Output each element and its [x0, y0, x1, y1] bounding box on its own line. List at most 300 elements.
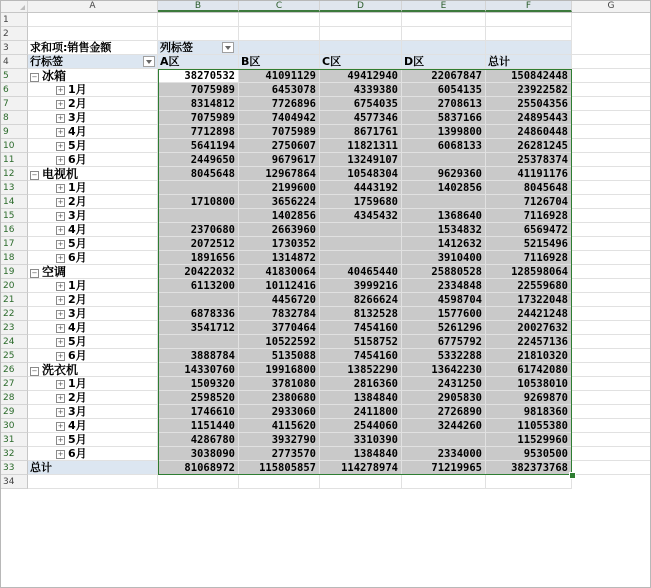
row-number[interactable]: 27	[0, 377, 28, 391]
pivot-value-cell[interactable]: 2726890	[402, 405, 486, 419]
empty-cell[interactable]	[572, 279, 651, 293]
pivot-value-cell[interactable]	[320, 251, 402, 265]
pivot-value-cell[interactable]: 19916800	[239, 363, 320, 377]
pivot-month-label[interactable]	[28, 279, 158, 293]
expand-toggle-icon[interactable]: +	[57, 225, 64, 234]
pivot-value-cell[interactable]: 41191176	[486, 167, 572, 181]
grand-total-cell[interactable]: 71219965	[402, 461, 486, 475]
pivot-group-label[interactable]	[28, 363, 158, 377]
pivot-value-cell[interactable]: 1534832	[402, 223, 486, 237]
pivot-value-cell[interactable]: 1577600	[402, 307, 486, 321]
pivot-value-cell[interactable]: 3781080	[239, 377, 320, 391]
pivot-value-cell[interactable]: 1399800	[402, 125, 486, 139]
pivot-value-cell[interactable]: 7712898	[158, 125, 239, 139]
pivot-value-cell[interactable]: 20027632	[486, 321, 572, 335]
pivot-value-cell[interactable]: 38270532	[158, 69, 239, 83]
pivot-value-cell[interactable]: 13642230	[402, 363, 486, 377]
pivot-value-cell[interactable]: 7726896	[239, 97, 320, 111]
pivot-value-cell[interactable]: 22559680	[486, 279, 572, 293]
column-header-d[interactable]: D	[320, 0, 402, 12]
row-number[interactable]: 26	[0, 363, 28, 377]
pivot-value-cell[interactable]: 7454160	[320, 349, 402, 363]
pivot-value-cell[interactable]: 4339380	[320, 83, 402, 97]
empty-cell[interactable]	[572, 419, 651, 433]
row-number[interactable]: 7	[0, 97, 28, 111]
pivot-value-cell[interactable]: 2199600	[239, 181, 320, 195]
pivot-value-cell[interactable]: 6878336	[158, 307, 239, 321]
pivot-value-cell[interactable]: 2449650	[158, 153, 239, 167]
pivot-value-cell[interactable]: 2334848	[402, 279, 486, 293]
pivot-month-label[interactable]	[28, 293, 158, 307]
pivot-row-label[interactable]	[28, 55, 158, 69]
empty-cell[interactable]	[28, 27, 158, 41]
row-number[interactable]: 17	[0, 237, 28, 251]
pivot-month-label[interactable]	[28, 405, 158, 419]
empty-cell[interactable]	[572, 307, 651, 321]
expand-toggle-icon[interactable]: +	[57, 85, 64, 94]
pivot-value-cell[interactable]: 26281245	[486, 139, 572, 153]
pivot-value-cell[interactable]: 6569472	[486, 223, 572, 237]
pivot-value-cell[interactable]: 2370680	[158, 223, 239, 237]
pivot-month-label[interactable]	[28, 391, 158, 405]
pivot-month-label[interactable]	[28, 447, 158, 461]
pivot-col-header[interactable]: D区	[402, 55, 486, 69]
pivot-value-cell[interactable]: 8671761	[320, 125, 402, 139]
empty-cell[interactable]	[572, 139, 651, 153]
pivot-value-cell[interactable]: 1412632	[402, 237, 486, 251]
empty-cell[interactable]	[572, 335, 651, 349]
pivot-value-cell[interactable]: 13249107	[320, 153, 402, 167]
pivot-value-cell[interactable]: 9530500	[486, 447, 572, 461]
pivot-value-cell[interactable]: 6068133	[402, 139, 486, 153]
pivot-value-cell[interactable]: 1710800	[158, 195, 239, 209]
row-number[interactable]: 25	[0, 349, 28, 363]
row-number[interactable]: 20	[0, 279, 28, 293]
pivot-month-label[interactable]	[28, 419, 158, 433]
pivot-value-cell[interactable]: 1891656	[158, 251, 239, 265]
grand-total-cell[interactable]: 81068972	[158, 461, 239, 475]
grand-total-label[interactable]: 总计	[28, 461, 158, 475]
pivot-value-cell[interactable]: 1384840	[320, 391, 402, 405]
pivot-header-band[interactable]	[239, 41, 320, 55]
pivot-header-band[interactable]	[486, 41, 572, 55]
empty-cell[interactable]	[320, 13, 402, 27]
pivot-month-label[interactable]	[28, 237, 158, 251]
pivot-value-cell[interactable]: 7404942	[239, 111, 320, 125]
empty-cell[interactable]	[572, 125, 651, 139]
row-number[interactable]: 23	[0, 321, 28, 335]
pivot-value-cell[interactable]: 3656224	[239, 195, 320, 209]
pivot-value-cell[interactable]: 6054135	[402, 83, 486, 97]
pivot-value-cell[interactable]: 22457136	[486, 335, 572, 349]
empty-cell[interactable]	[572, 69, 651, 83]
pivot-column-label[interactable]	[158, 41, 239, 55]
pivot-month-label[interactable]	[28, 223, 158, 237]
row-number[interactable]: 16	[0, 223, 28, 237]
row-number[interactable]: 14	[0, 195, 28, 209]
pivot-value-cell[interactable]: 3310390	[320, 433, 402, 447]
pivot-value-cell[interactable]: 7075989	[158, 111, 239, 125]
pivot-value-cell[interactable]: 6113200	[158, 279, 239, 293]
column-header-e[interactable]: E	[402, 0, 486, 12]
pivot-value-cell[interactable]: 40465440	[320, 265, 402, 279]
empty-cell[interactable]	[320, 475, 402, 489]
row-number[interactable]: 10	[0, 139, 28, 153]
empty-cell[interactable]	[572, 55, 651, 69]
pivot-value-cell[interactable]: 4598704	[402, 293, 486, 307]
pivot-month-label[interactable]	[28, 321, 158, 335]
pivot-value-cell[interactable]: 21810320	[486, 349, 572, 363]
pivot-value-cell[interactable]	[158, 209, 239, 223]
empty-cell[interactable]	[572, 195, 651, 209]
pivot-value-cell[interactable]: 1402856	[239, 209, 320, 223]
expand-toggle-icon[interactable]: +	[57, 421, 64, 430]
pivot-value-cell[interactable]: 10548304	[320, 167, 402, 181]
expand-toggle-icon[interactable]: +	[57, 211, 64, 220]
pivot-value-cell[interactable]: 25378374	[486, 153, 572, 167]
row-number[interactable]: 11	[0, 153, 28, 167]
expand-toggle-icon[interactable]: +	[57, 99, 64, 108]
column-header-g[interactable]: G	[572, 0, 651, 12]
pivot-value-cell[interactable]: 23922582	[486, 83, 572, 97]
expand-toggle-icon[interactable]: +	[57, 239, 64, 248]
row-number[interactable]: 24	[0, 335, 28, 349]
expand-toggle-icon[interactable]: +	[57, 379, 64, 388]
grand-total-cell[interactable]: 115805857	[239, 461, 320, 475]
row-number[interactable]: 8	[0, 111, 28, 125]
pivot-value-cell[interactable]: 4286780	[158, 433, 239, 447]
row-number[interactable]: 18	[0, 251, 28, 265]
row-number[interactable]: 32	[0, 447, 28, 461]
pivot-month-label[interactable]	[28, 251, 158, 265]
pivot-value-cell[interactable]: 8266624	[320, 293, 402, 307]
pivot-value-cell[interactable]: 1730352	[239, 237, 320, 251]
expand-toggle-icon[interactable]: +	[57, 281, 64, 290]
pivot-value-cell[interactable]: 8045648	[158, 167, 239, 181]
pivot-value-cell[interactable]: 41830064	[239, 265, 320, 279]
row-number[interactable]: 19	[0, 265, 28, 279]
empty-cell[interactable]	[572, 293, 651, 307]
empty-cell[interactable]	[572, 447, 651, 461]
pivot-value-cell[interactable]: 3770464	[239, 321, 320, 335]
pivot-value-cell[interactable]: 4115620	[239, 419, 320, 433]
pivot-month-label[interactable]	[28, 209, 158, 223]
pivot-value-cell[interactable]: 2933060	[239, 405, 320, 419]
pivot-value-cell[interactable]	[320, 237, 402, 251]
pivot-value-cell[interactable]: 3038090	[158, 447, 239, 461]
pivot-value-cell[interactable]: 8045648	[486, 181, 572, 195]
empty-cell[interactable]	[28, 475, 158, 489]
row-number[interactable]: 30	[0, 419, 28, 433]
empty-cell[interactable]	[572, 349, 651, 363]
pivot-value-cell[interactable]: 3999216	[320, 279, 402, 293]
pivot-value-cell[interactable]: 1759680	[320, 195, 402, 209]
pivot-value-cell[interactable]: 11055380	[486, 419, 572, 433]
expand-toggle-icon[interactable]: +	[57, 197, 64, 206]
pivot-value-cell[interactable]: 25880528	[402, 265, 486, 279]
pivot-value-cell[interactable]: 2905830	[402, 391, 486, 405]
collapse-toggle-icon[interactable]: −	[31, 72, 38, 81]
collapse-toggle-icon[interactable]: −	[31, 366, 38, 375]
empty-cell[interactable]	[572, 433, 651, 447]
pivot-header-band[interactable]	[402, 41, 486, 55]
pivot-value-cell[interactable]: 13852290	[320, 363, 402, 377]
pivot-value-cell[interactable]	[158, 335, 239, 349]
pivot-value-cell[interactable]: 1384840	[320, 447, 402, 461]
empty-cell[interactable]	[239, 13, 320, 27]
empty-cell[interactable]	[572, 321, 651, 335]
pivot-value-cell[interactable]: 7075989	[158, 83, 239, 97]
grand-total-cell[interactable]: 114278974	[320, 461, 402, 475]
collapse-toggle-icon[interactable]: −	[31, 268, 38, 277]
pivot-month-label[interactable]	[28, 83, 158, 97]
empty-cell[interactable]	[572, 391, 651, 405]
pivot-month-label[interactable]	[28, 97, 158, 111]
pivot-value-cell[interactable]: 5158752	[320, 335, 402, 349]
empty-cell[interactable]	[572, 363, 651, 377]
pivot-value-cell[interactable]: 61742080	[486, 363, 572, 377]
empty-cell[interactable]	[402, 27, 486, 41]
pivot-value-cell[interactable]: 14330760	[158, 363, 239, 377]
pivot-value-cell[interactable]	[320, 223, 402, 237]
pivot-value-cell[interactable]: 2072512	[158, 237, 239, 251]
expand-toggle-icon[interactable]: +	[57, 127, 64, 136]
row-number[interactable]: 21	[0, 293, 28, 307]
pivot-month-label[interactable]	[28, 139, 158, 153]
pivot-value-label[interactable]: 求和项:销售金额	[28, 41, 158, 55]
empty-cell[interactable]	[572, 265, 651, 279]
expand-toggle-icon[interactable]: +	[57, 253, 64, 262]
row-number[interactable]: 1	[0, 13, 28, 27]
pivot-value-cell[interactable]	[158, 293, 239, 307]
pivot-value-cell[interactable]: 2411800	[320, 405, 402, 419]
empty-cell[interactable]	[402, 475, 486, 489]
pivot-value-cell[interactable]: 4577346	[320, 111, 402, 125]
expand-toggle-icon[interactable]: +	[57, 295, 64, 304]
pivot-col-header[interactable]: 总计	[486, 55, 572, 69]
pivot-value-cell[interactable]: 20422032	[158, 265, 239, 279]
grand-total-cell[interactable]: 382373768	[486, 461, 572, 475]
empty-cell[interactable]	[572, 181, 651, 195]
empty-cell[interactable]	[572, 97, 651, 111]
pivot-month-label[interactable]	[28, 349, 158, 363]
pivot-value-cell[interactable]: 5837166	[402, 111, 486, 125]
pivot-value-cell[interactable]: 10522592	[239, 335, 320, 349]
pivot-value-cell[interactable]: 7116928	[486, 251, 572, 265]
pivot-value-cell[interactable]: 8314812	[158, 97, 239, 111]
pivot-header-band[interactable]	[320, 41, 402, 55]
expand-toggle-icon[interactable]: +	[57, 393, 64, 402]
pivot-value-cell[interactable]: 128598064	[486, 265, 572, 279]
pivot-value-cell[interactable]: 2708613	[402, 97, 486, 111]
row-number[interactable]: 9	[0, 125, 28, 139]
pivot-value-cell[interactable]: 2431250	[402, 377, 486, 391]
expand-toggle-icon[interactable]: +	[57, 183, 64, 192]
pivot-value-cell[interactable]: 3932790	[239, 433, 320, 447]
pivot-value-cell[interactable]: 2750607	[239, 139, 320, 153]
empty-cell[interactable]	[28, 13, 158, 27]
pivot-month-label[interactable]	[28, 111, 158, 125]
pivot-month-label[interactable]	[28, 181, 158, 195]
empty-cell[interactable]	[572, 83, 651, 97]
collapse-toggle-icon[interactable]: −	[31, 170, 38, 179]
pivot-value-cell[interactable]: 3888784	[158, 349, 239, 363]
pivot-month-label[interactable]	[28, 195, 158, 209]
row-number[interactable]: 15	[0, 209, 28, 223]
pivot-value-cell[interactable]: 5215496	[486, 237, 572, 251]
pivot-value-cell[interactable]: 1402856	[402, 181, 486, 195]
column-filter-dropdown-icon[interactable]	[222, 42, 234, 53]
expand-toggle-icon[interactable]: +	[57, 449, 64, 458]
pivot-value-cell[interactable]: 11529960	[486, 433, 572, 447]
empty-cell[interactable]	[572, 405, 651, 419]
expand-toggle-icon[interactable]: +	[57, 435, 64, 444]
pivot-value-cell[interactable]: 3910400	[402, 251, 486, 265]
empty-cell[interactable]	[572, 111, 651, 125]
pivot-value-cell[interactable]: 24421248	[486, 307, 572, 321]
pivot-value-cell[interactable]: 5641194	[158, 139, 239, 153]
pivot-value-cell[interactable]: 1509320	[158, 377, 239, 391]
pivot-group-label[interactable]	[28, 69, 158, 83]
pivot-value-cell[interactable]: 4443192	[320, 181, 402, 195]
empty-cell[interactable]	[158, 13, 239, 27]
empty-cell[interactable]	[158, 475, 239, 489]
column-header-c[interactable]: C	[239, 0, 320, 12]
row-number[interactable]: 33	[0, 461, 28, 475]
empty-cell[interactable]	[486, 475, 572, 489]
pivot-value-cell[interactable]: 41091129	[239, 69, 320, 83]
empty-cell[interactable]	[572, 251, 651, 265]
pivot-value-cell[interactable]: 3541712	[158, 321, 239, 335]
pivot-value-cell[interactable]: 1151440	[158, 419, 239, 433]
pivot-value-cell[interactable]: 2773570	[239, 447, 320, 461]
empty-cell[interactable]	[572, 377, 651, 391]
expand-toggle-icon[interactable]: +	[57, 113, 64, 122]
pivot-month-label[interactable]	[28, 377, 158, 391]
fill-handle[interactable]	[569, 472, 576, 479]
expand-toggle-icon[interactable]: +	[57, 337, 64, 346]
pivot-value-cell[interactable]: 2663960	[239, 223, 320, 237]
empty-cell[interactable]	[572, 153, 651, 167]
pivot-value-cell[interactable]: 3244260	[402, 419, 486, 433]
pivot-value-cell[interactable]: 7126704	[486, 195, 572, 209]
empty-cell[interactable]	[239, 475, 320, 489]
pivot-value-cell[interactable]: 5332288	[402, 349, 486, 363]
pivot-value-cell[interactable]: 9679617	[239, 153, 320, 167]
pivot-value-cell[interactable]	[402, 195, 486, 209]
pivot-value-cell[interactable]: 2544060	[320, 419, 402, 433]
pivot-value-cell[interactable]: 25504356	[486, 97, 572, 111]
pivot-value-cell[interactable]: 22067847	[402, 69, 486, 83]
expand-toggle-icon[interactable]: +	[57, 351, 64, 360]
column-header-f[interactable]: F	[486, 0, 572, 12]
pivot-value-cell[interactable]: 24895443	[486, 111, 572, 125]
empty-cell[interactable]	[572, 209, 651, 223]
pivot-value-cell[interactable]	[402, 433, 486, 447]
pivot-value-cell[interactable]: 9269870	[486, 391, 572, 405]
pivot-value-cell[interactable]: 2334000	[402, 447, 486, 461]
pivot-value-cell[interactable]: 11821311	[320, 139, 402, 153]
pivot-col-header[interactable]: A区	[158, 55, 239, 69]
pivot-value-cell[interactable]: 49412940	[320, 69, 402, 83]
pivot-value-cell[interactable]: 6775792	[402, 335, 486, 349]
pivot-col-header[interactable]: C区	[320, 55, 402, 69]
pivot-value-cell[interactable]: 10538010	[486, 377, 572, 391]
empty-cell[interactable]	[402, 13, 486, 27]
pivot-value-cell[interactable]: 1314872	[239, 251, 320, 265]
column-header-b[interactable]: B	[158, 0, 239, 12]
row-number[interactable]: 31	[0, 433, 28, 447]
pivot-value-cell[interactable]: 1368640	[402, 209, 486, 223]
pivot-value-cell[interactable]: 10112416	[239, 279, 320, 293]
expand-toggle-icon[interactable]: +	[57, 141, 64, 150]
pivot-value-cell[interactable]: 7075989	[239, 125, 320, 139]
pivot-value-cell[interactable]: 2816360	[320, 377, 402, 391]
pivot-month-label[interactable]	[28, 335, 158, 349]
row-number[interactable]: 28	[0, 391, 28, 405]
pivot-value-cell[interactable]: 5261296	[402, 321, 486, 335]
row-number[interactable]: 4	[0, 55, 28, 69]
row-number[interactable]: 13	[0, 181, 28, 195]
pivot-value-cell[interactable]	[158, 181, 239, 195]
empty-cell[interactable]	[486, 13, 572, 27]
row-number[interactable]: 3	[0, 41, 28, 55]
row-filter-dropdown-icon[interactable]	[143, 56, 155, 67]
row-number[interactable]: 34	[0, 475, 28, 489]
pivot-value-cell[interactable]: 8132528	[320, 307, 402, 321]
row-number[interactable]: 5	[0, 69, 28, 83]
expand-toggle-icon[interactable]: +	[57, 309, 64, 318]
empty-cell[interactable]	[572, 167, 651, 181]
pivot-month-label[interactable]	[28, 153, 158, 167]
pivot-value-cell[interactable]: 9818360	[486, 405, 572, 419]
expand-toggle-icon[interactable]: +	[57, 323, 64, 332]
pivot-value-cell[interactable]: 1746610	[158, 405, 239, 419]
pivot-month-label[interactable]	[28, 125, 158, 139]
pivot-month-label[interactable]	[28, 307, 158, 321]
pivot-value-cell[interactable]: 6453078	[239, 83, 320, 97]
empty-cell[interactable]	[486, 27, 572, 41]
pivot-value-cell[interactable]: 17322048	[486, 293, 572, 307]
pivot-value-cell[interactable]: 150842448	[486, 69, 572, 83]
empty-cell[interactable]	[572, 237, 651, 251]
pivot-value-cell[interactable]: 24860448	[486, 125, 572, 139]
row-number[interactable]: 29	[0, 405, 28, 419]
expand-toggle-icon[interactable]: +	[57, 155, 64, 164]
empty-cell[interactable]	[320, 27, 402, 41]
row-number[interactable]: 2	[0, 27, 28, 41]
pivot-value-cell[interactable]: 4456720	[239, 293, 320, 307]
pivot-value-cell[interactable]: 7454160	[320, 321, 402, 335]
pivot-value-cell[interactable]: 6754035	[320, 97, 402, 111]
pivot-group-label[interactable]	[28, 167, 158, 181]
row-number[interactable]: 22	[0, 307, 28, 321]
empty-cell[interactable]	[239, 27, 320, 41]
row-number[interactable]: 12	[0, 167, 28, 181]
pivot-value-cell[interactable]	[402, 153, 486, 167]
pivot-group-label[interactable]	[28, 265, 158, 279]
pivot-value-cell[interactable]: 5135088	[239, 349, 320, 363]
pivot-value-cell[interactable]: 7832784	[239, 307, 320, 321]
pivot-month-label[interactable]	[28, 433, 158, 447]
empty-cell[interactable]	[572, 41, 651, 55]
pivot-value-cell[interactable]: 7116928	[486, 209, 572, 223]
expand-toggle-icon[interactable]: +	[57, 407, 64, 416]
empty-cell[interactable]	[158, 27, 239, 41]
pivot-value-cell[interactable]: 9629360	[402, 167, 486, 181]
pivot-value-cell[interactable]: 4345432	[320, 209, 402, 223]
pivot-value-cell[interactable]: 2598520	[158, 391, 239, 405]
